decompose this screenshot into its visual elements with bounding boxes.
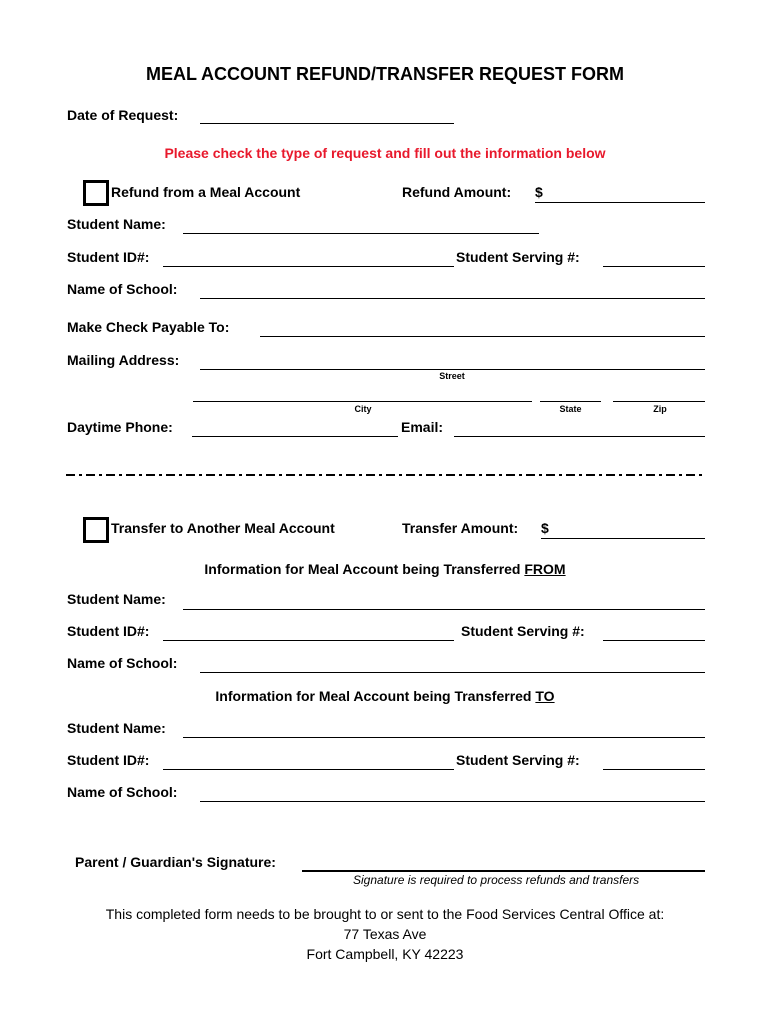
refund-student-id-label: Student ID#:: [67, 249, 150, 265]
to-student-id-field[interactable]: [163, 769, 454, 770]
instructions-text: Please check the type of request and fill out the information below: [164, 145, 606, 161]
refund-amount-field[interactable]: [535, 202, 705, 203]
refund-currency-symbol: $: [535, 184, 543, 200]
from-heading: Information for Meal Account being Transferred FROM: [204, 561, 566, 577]
to-student-id-label: Student ID#:: [67, 752, 150, 768]
refund-student-serving-field[interactable]: [603, 266, 705, 267]
refund-school-label: Name of School:: [67, 281, 178, 297]
to-heading: Information for Meal Account being Transferred TO: [215, 688, 555, 704]
refund-checkbox[interactable]: [83, 180, 109, 206]
payable-to-label: Make Check Payable To:: [67, 319, 230, 335]
from-student-id-field[interactable]: [163, 640, 454, 641]
signature-field[interactable]: [302, 870, 705, 872]
email-field[interactable]: [454, 436, 705, 437]
city-caption: City: [354, 404, 372, 414]
from-student-serving-field[interactable]: [603, 640, 705, 641]
to-school-label: Name of School:: [67, 784, 178, 800]
date-of-request-field[interactable]: [200, 123, 454, 124]
transfer-amount-field[interactable]: [541, 538, 705, 539]
refund-checkbox-label: Refund from a Meal Account: [111, 184, 301, 200]
refund-student-serving-label: Student Serving #:: [456, 249, 580, 265]
from-student-name-field[interactable]: [183, 609, 705, 610]
city-field[interactable]: [193, 401, 532, 402]
from-school-label: Name of School:: [67, 655, 178, 671]
transfer-amount-label: Transfer Amount:: [402, 520, 519, 536]
refund-student-name-field[interactable]: [183, 233, 539, 234]
to-student-name-label: Student Name:: [67, 720, 166, 736]
email-label: Email:: [401, 419, 444, 435]
zip-caption: Zip: [653, 404, 667, 414]
from-student-name-label: Student Name:: [67, 591, 166, 607]
from-student-serving-label: Student Serving #:: [461, 623, 585, 639]
refund-school-field[interactable]: [200, 298, 705, 299]
zip-field[interactable]: [613, 401, 705, 402]
cut-line-divider: [66, 474, 706, 476]
refund-amount-label: Refund Amount:: [402, 184, 512, 200]
transfer-checkbox[interactable]: [83, 517, 109, 543]
street-caption: Street: [439, 371, 465, 381]
date-of-request-label: Date of Request:: [67, 107, 179, 123]
refund-student-name-label: Student Name:: [67, 216, 166, 232]
state-field[interactable]: [540, 401, 601, 402]
to-school-field[interactable]: [200, 801, 705, 802]
to-student-serving-field[interactable]: [603, 769, 705, 770]
signature-note: Signature is required to process refunds and transfers: [353, 873, 640, 887]
transfer-currency-symbol: $: [541, 520, 549, 536]
mailing-address-label: Mailing Address:: [67, 352, 180, 368]
daytime-phone-field[interactable]: [192, 436, 398, 437]
to-student-name-field[interactable]: [183, 737, 705, 738]
from-student-id-label: Student ID#:: [67, 623, 150, 639]
transfer-checkbox-label: Transfer to Another Meal Account: [111, 520, 335, 536]
form-title: MEAL ACCOUNT REFUND/TRANSFER REQUEST FORM: [146, 64, 624, 84]
street-field[interactable]: [200, 369, 705, 370]
to-student-serving-label: Student Serving #:: [456, 752, 580, 768]
footer-address-street: 77 Texas Ave: [343, 926, 427, 942]
refund-student-id-field[interactable]: [163, 266, 454, 267]
payable-to-field[interactable]: [260, 336, 705, 337]
from-school-field[interactable]: [200, 672, 705, 673]
footer-instructions: This completed form needs to be brought to or sent to the Food Services Central Office at:: [105, 906, 665, 922]
signature-label: Parent / Guardian's Signature:: [75, 854, 276, 870]
daytime-phone-label: Daytime Phone:: [67, 419, 173, 435]
footer-address-city: Fort Campbell, KY 42223: [306, 946, 464, 962]
state-caption: State: [559, 404, 582, 414]
